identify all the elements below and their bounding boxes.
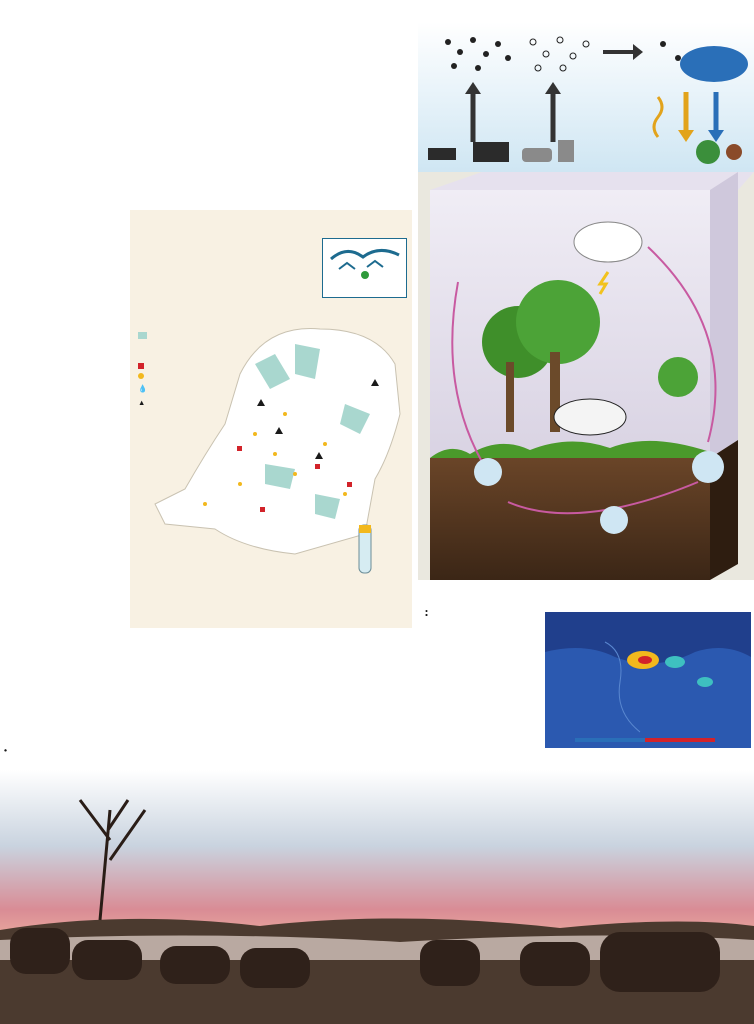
- triangle-icon: ▲: [138, 397, 146, 407]
- yellow-dot-icon: [138, 373, 144, 379]
- hoge-list: [425, 606, 543, 610]
- kringloop-top-illustration: [418, 22, 754, 172]
- herkomst-chart: [4, 630, 370, 736]
- absorption-tube-icon: [354, 521, 376, 581]
- red-square-icon: [138, 363, 144, 369]
- natura-logo: [322, 238, 407, 298]
- raindrop-icon: 💧: [138, 384, 148, 393]
- kringloop-illustration: [418, 172, 754, 580]
- tropomi-satellite-map: [545, 612, 751, 748]
- highland-cattle-photo: [0, 770, 754, 1024]
